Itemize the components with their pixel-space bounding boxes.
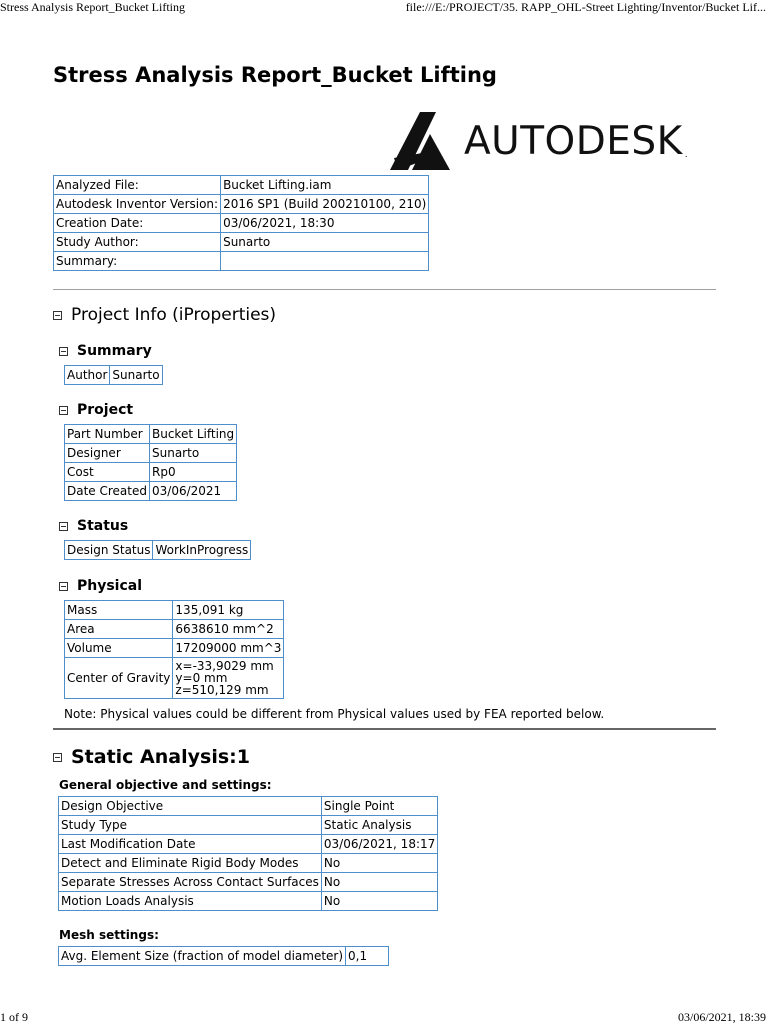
mesh-settings-table xyxy=(58,946,389,966)
table-row xyxy=(65,463,237,482)
summary-table xyxy=(64,365,163,385)
subsection-title: Status xyxy=(77,518,129,534)
table-row xyxy=(59,947,389,966)
table-cell: Sunarto xyxy=(221,233,429,252)
table-cell: 135,091 kg xyxy=(173,601,284,620)
table-cell: Part Number xyxy=(65,425,150,444)
general-settings-label: General objective and settings: xyxy=(59,778,272,792)
table-row xyxy=(65,444,237,463)
divider xyxy=(53,728,716,730)
table-row xyxy=(59,797,438,816)
table-cell: Summary: xyxy=(54,252,221,271)
autodesk-logo-reg: . xyxy=(684,150,688,160)
collapse-icon[interactable] xyxy=(53,311,62,320)
cog-z: z=510,129 mm xyxy=(175,683,269,697)
table-cell: Rp0 xyxy=(150,463,237,482)
table-cell xyxy=(221,252,429,271)
collapse-icon[interactable] xyxy=(59,522,68,531)
table-cell: Sunarto xyxy=(110,366,162,385)
page-title: Stress Analysis Report_Bucket Lifting xyxy=(53,63,497,87)
table-row xyxy=(54,176,429,195)
collapse-icon[interactable] xyxy=(59,582,68,591)
table-cell: Author xyxy=(65,366,110,385)
table-row xyxy=(54,195,429,214)
summary-header[interactable] xyxy=(59,343,152,359)
table-row xyxy=(65,658,284,699)
section-title: Static Analysis:1 xyxy=(71,746,250,768)
print-footer-page: 1 of 9 xyxy=(0,1010,28,1024)
table-cell: Static Analysis xyxy=(321,816,437,835)
print-header-url: file:///E:/PROJECT/35. RAPP_OHL-Street Lighting/Inventor/Bucket Lif... xyxy=(405,0,766,14)
table-row xyxy=(65,639,284,658)
collapse-icon[interactable] xyxy=(59,347,68,356)
physical-note: Note: Physical values could be different from Physical values used by FEA reported below. xyxy=(64,707,605,721)
table-cell: Cost xyxy=(65,463,150,482)
table-row xyxy=(59,854,438,873)
table-cell: Mass xyxy=(65,601,173,620)
table-cell: WorkInProgress xyxy=(153,541,251,560)
table-cell: Study Author: xyxy=(54,233,221,252)
table-row xyxy=(59,873,438,892)
collapse-icon[interactable] xyxy=(59,406,68,415)
project-info-header[interactable] xyxy=(53,305,276,325)
table-row xyxy=(65,601,284,620)
table-cell: Center of Gravity xyxy=(65,658,173,699)
mesh-settings-label: Mesh settings: xyxy=(59,928,159,942)
table-row xyxy=(59,835,438,854)
physical-header[interactable] xyxy=(59,578,142,594)
subsection-title: Project xyxy=(77,402,134,418)
table-cell: Study Type xyxy=(59,816,322,835)
table-cell: Single Point xyxy=(321,797,437,816)
collapse-icon[interactable] xyxy=(53,753,62,762)
table-cell: Date Created xyxy=(65,482,150,501)
table-cell: Design Objective xyxy=(59,797,322,816)
table-cell: Motion Loads Analysis xyxy=(59,892,322,911)
table-cell: 03/06/2021, 18:17 xyxy=(321,835,437,854)
table-row xyxy=(65,366,163,385)
status-header[interactable] xyxy=(59,518,128,534)
table-cell: Design Status xyxy=(65,541,153,560)
table-cell: Sunarto xyxy=(150,444,237,463)
table-row xyxy=(54,252,429,271)
table-cell xyxy=(173,658,284,699)
table-row xyxy=(59,892,438,911)
print-header-title: Stress Analysis Report_Bucket Lifting xyxy=(0,0,185,14)
table-cell: Last Modification Date xyxy=(59,835,322,854)
table-row xyxy=(65,482,237,501)
table-cell: Bucket Lifting xyxy=(150,425,237,444)
table-cell: 03/06/2021 xyxy=(150,482,237,501)
table-cell: No xyxy=(321,854,437,873)
status-table xyxy=(64,540,251,560)
autodesk-logo xyxy=(390,112,688,170)
section-title: Project Info (iProperties) xyxy=(71,305,277,325)
project-table xyxy=(64,424,237,501)
table-cell: Autodesk Inventor Version: xyxy=(54,195,221,214)
table-row xyxy=(65,620,284,639)
table-cell: 2016 SP1 (Build 200210100, 210) xyxy=(221,195,429,214)
subsection-title: Summary xyxy=(77,343,152,359)
static-analysis-header[interactable] xyxy=(53,746,250,768)
table-cell: 6638610 mm^2 xyxy=(173,620,284,639)
table-cell: Designer xyxy=(65,444,150,463)
divider xyxy=(53,289,716,290)
table-row xyxy=(54,233,429,252)
general-settings-table xyxy=(58,796,438,911)
project-header[interactable] xyxy=(59,402,133,418)
table-cell: Avg. Element Size (fraction of model diameter) xyxy=(59,947,346,966)
table-cell: Bucket Lifting.iam xyxy=(221,176,429,195)
autodesk-logo-text: AUTODESK xyxy=(464,118,683,164)
table-cell: Creation Date: xyxy=(54,214,221,233)
table-cell: 17209000 mm^3 xyxy=(173,639,284,658)
table-row xyxy=(54,214,429,233)
autodesk-logo-mark-icon xyxy=(390,112,450,170)
cog-y: y=0 mm xyxy=(175,671,228,685)
table-row xyxy=(65,541,251,560)
print-footer-date: 03/06/2021, 18:39 xyxy=(677,1010,766,1024)
table-cell: No xyxy=(321,892,437,911)
subsection-title: Physical xyxy=(77,578,143,594)
table-cell: Volume xyxy=(65,639,173,658)
table-cell: 03/06/2021, 18:30 xyxy=(221,214,429,233)
table-cell: Separate Stresses Across Contact Surfaces xyxy=(59,873,322,892)
table-cell: No xyxy=(321,873,437,892)
physical-table xyxy=(64,600,284,699)
cog-x: x=-33,9029 mm xyxy=(175,659,274,673)
table-cell: 0,1 xyxy=(346,947,389,966)
table-cell: Area xyxy=(65,620,173,639)
table-cell: Detect and Eliminate Rigid Body Modes xyxy=(59,854,322,873)
file-info-table xyxy=(53,175,429,271)
table-row xyxy=(59,816,438,835)
table-row xyxy=(65,425,237,444)
table-cell: Analyzed File: xyxy=(54,176,221,195)
